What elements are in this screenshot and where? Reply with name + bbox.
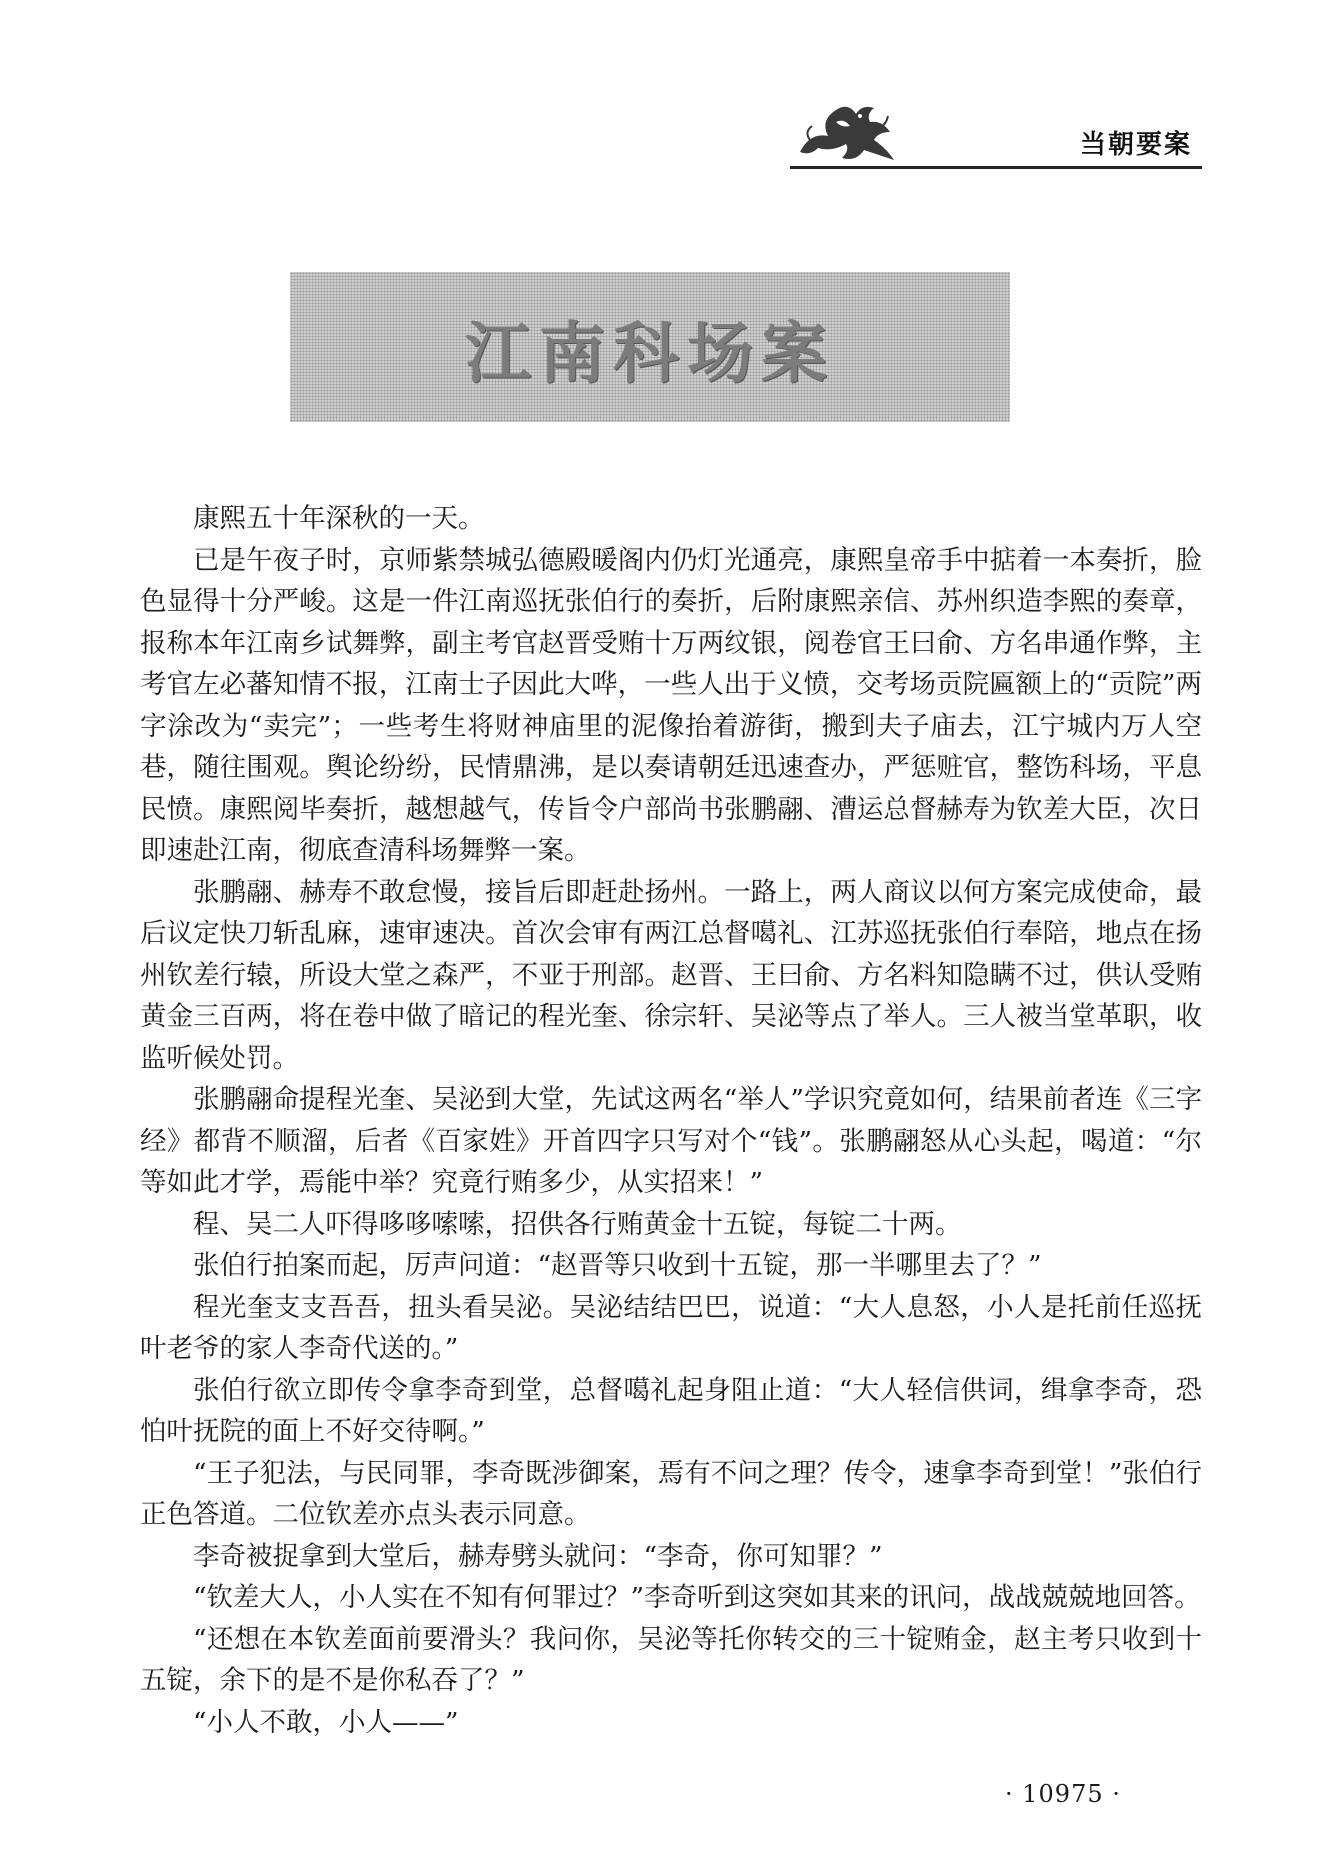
paragraph: 程、吴二人吓得哆哆嗦嗦，招供各行贿黄金十五锭，每锭二十两。 (193, 1208, 962, 1240)
paragraph: 康熙五十年深秋的一天。 (193, 503, 485, 534)
paragraph: “王子犯法，与民同罪，李奇既涉御案，焉有不问之理？传令，速拿李奇到堂！”张伯行正色答道。二位钦差亦点头表示同意。 (140, 1457, 1202, 1530)
paragraph: “还想在本钦差面前要滑头？我问你，吴泌等托你转交的三十锭贿金，赵主考只收到十五锭，余下的是不是你私吞了？” (140, 1623, 1202, 1696)
paragraph: “小人不敢，小人——” (193, 1706, 459, 1738)
page-number: · 10975 · (1005, 1780, 1121, 1808)
paragraph: 李奇被捉拿到大堂后，赫寿劈头就问：“李奇，你可知罪？” (193, 1540, 883, 1572)
dragon-emblem-icon (790, 92, 905, 167)
paragraph: “钦差大人，小人实在不知有何罪过？”李奇听到这突如其来的讯问，战战兢兢地回答。 (193, 1582, 1201, 1613)
paragraph: 张鹏翮、赫寿不敢怠慢，接旨后即赶赴扬州。一路上，两人商议以何方案完成使命，最后议定快刀斩乱麻，速审速决。首次会审有两江总督噶礼、江苏巡抚张伯行奉陪，地点在扬州钦差行辕，所设大堂之森严，不亚于刑部。赵晋、王曰俞、方名料知隐瞒不过，供认受贿黄金三百两，将在卷中做了暗记的程光奎、徐宗轩、吴泌等点了举人。三人被当堂革职，收监听候处罚。 (140, 876, 1202, 1074)
paragraph: 程光奎支支吾吾，扭头看吴泌。吴泌结结巴巴，说道：“大人息怒，小人是托前任巡抚叶老爷的家人李奇代送的。” (140, 1291, 1202, 1364)
header-rule (790, 166, 1202, 169)
paragraph: 张鹏翮命提程光奎、吴泌到大堂，先试这两名“举人”学识究竟如何，结果前者连《三字经》都背不顺溜，后者《百家姓》开首四字只写对个“钱”。张鹏翮怒从心头起，喝道：“尔等如此才学，焉能中举？究竟行贿多少，从实招来！” (140, 1084, 1202, 1198)
article-title: 江南科场案 (465, 313, 835, 392)
article-title-banner (290, 272, 1010, 422)
paragraph: 已是午夜子时，京师紫禁城弘德殿暖阁内仍灯光通亮，康熙皇帝手中掂着一本奏折，脸色显得十分严峻。这是一件江南巡抚张伯行的奏折，后附康熙亲信、苏州织造李熙的奏章，报称本年江南乡试舞弊，副主考官赵晋受贿十万两纹银，阅卷官王曰俞、方名串通作弊，主考官左必蕃知情不报，江南士子因此大哗，一些人出于义愤，交考场贡院匾额上的“贡院”两字涂改为“卖完”；一些考生将财神庙里的泥像抬着游街，搬到夫子庙去，江宁城内万人空巷，随往围观。舆论纷纷，民情鼎沸，是以奏请朝廷迅速查办，严惩赃官，整饬科场，平息民愤。康熙阅毕奏折，越想越气，传旨令户部尚书张鹏翮、漕运总督赫寿为钦差大臣，次日即速赴江南，彻底查清科场舞弊一案。 (140, 544, 1202, 866)
paragraph: 张伯行拍案而起，厉声问道：“赵晋等只收到十五锭，那一半哪里去了？” (193, 1250, 1042, 1281)
paragraph: 张伯行欲立即传令拿李奇到堂，总督噶礼起身阻止道：“大人轻信供词，缉拿李奇，恐怕叶抚院的面上不好交待啊。” (140, 1374, 1202, 1447)
section-title: 当朝要案 (1080, 130, 1193, 160)
article-body (140, 498, 1202, 1743)
